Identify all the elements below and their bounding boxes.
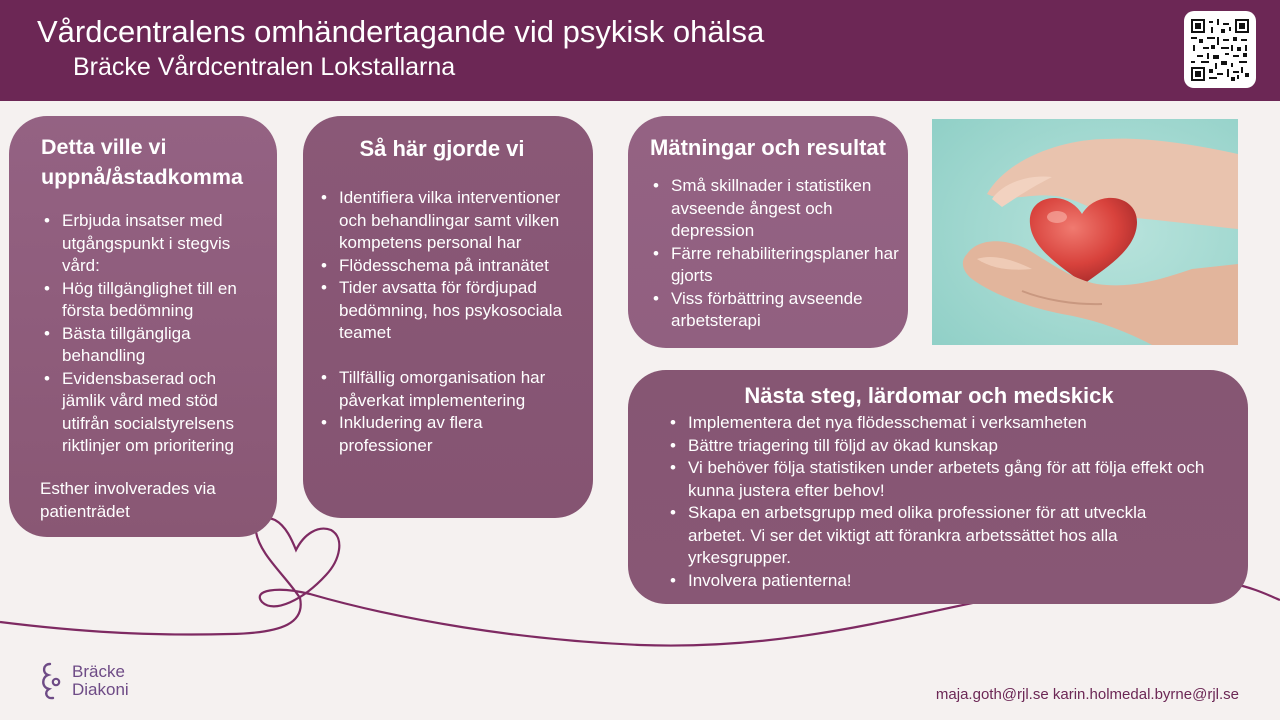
goal-panel [9,116,277,537]
header-banner [0,0,1280,101]
qr-code[interactable] [1184,11,1256,88]
goal-list [40,210,262,458]
list-item: • Tillfällig omorganisation har påverkat implementering [317,367,579,412]
contact-emails[interactable]: maja.goth@rjl.se karin.holmedal.byrne@rjl.se [935,686,1239,703]
list-item: • Evidensbaserad och jämlik vård med stöd utifrån socialstyrelsens riktlinjer om prioritering [40,368,262,458]
list-item: • Vi behöver följa statistiken under arbetets gång för att följa effekt och kunna justera efter behov! [666,457,1206,502]
list-item: • Flödesschema på intranätet [317,255,579,278]
list-item: • Erbjuda insatser med utgångspunkt i stegvis vård: [40,210,262,278]
logo-line1: Bräcke [72,662,125,681]
results-panel [628,116,908,348]
list-item: • Hög tillgänglighet till en första bedömning [40,278,262,323]
goal-heading-line1: Detta ville vi [41,135,167,159]
list-item: • Färre rehabiliteringsplaner har gjorts [649,243,899,288]
list-item: • Tider avsatta för fördjupad bedömning, hos psykosociala teamet [317,277,579,345]
hands-heart-photo [932,119,1238,345]
results-heading: Mätningar och resultat [650,135,886,160]
list-item: • Små skillnader i statistiken avseende ångest och depression [649,175,899,243]
hands-heart-icon [932,119,1238,345]
list-item: • Implementera det nya flödesschemat i verksamheten [666,412,1206,435]
list-item: • Bästa tillgängliga behandling [40,323,262,368]
results-list [649,175,899,333]
bracke-diakoni-logo [72,663,129,699]
list-item: • Skapa en arbetsgrupp med olika professioner för att utveckla arbetet. Vi ser det viktigt att förankra arbetssättet hos alla yrkesgrupper. [666,502,1206,570]
logo-line2: Diakoni [72,680,129,699]
next-steps-heading: Nästa steg, lärdomar och medskick [744,383,1114,408]
goal-heading [41,132,243,192]
list-item: • Involvera patienterna! [666,570,1206,593]
page-subtitle: Bräcke Vårdcentralen Lokstallarna [73,53,456,81]
goal-note: Esther involverades via patienträdet [40,479,216,521]
actions-panel [303,116,593,518]
actions-heading: Så här gjorde vi [359,136,525,161]
next-steps-panel [628,370,1248,604]
list-item: • Bättre triagering till följd av ökad kunskap [666,435,1206,458]
qr-code-icon [1191,19,1249,81]
bracke-diakoni-logo-icon [38,661,68,701]
list-item: • Inkludering av flera professioner [317,412,579,457]
next-steps-list [666,412,1206,592]
page-title: Vårdcentralens omhändertagande vid psykisk ohälsa [37,14,765,49]
actions-list [317,187,579,457]
list-item: • Viss förbättring avseende arbetsterapi [649,288,899,333]
list-item: • Identifiera vilka interventioner och behandlingar samt vilken kompetens personal har [317,187,579,255]
goal-heading-line2: uppnå/åstadkomma [41,165,243,189]
